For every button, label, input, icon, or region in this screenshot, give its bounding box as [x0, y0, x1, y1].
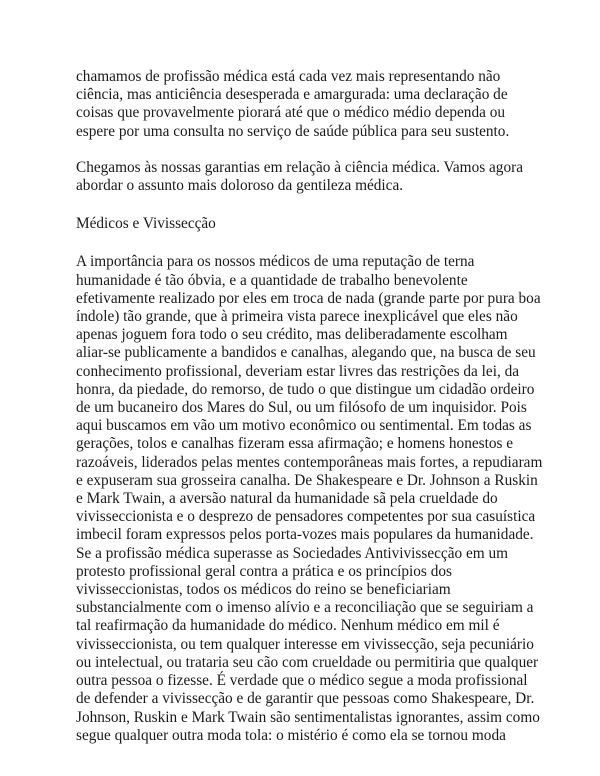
section-heading: [76, 215, 532, 233]
paragraph-2: [76, 159, 532, 195]
text-line: abordar o assunto mais doloroso da gentileza médica.: [76, 177, 404, 195]
paragraph-3: [76, 253, 543, 744]
text-line: aqui buscamos em vão um motivo econômico ou sentimental. Em todas as: [76, 417, 532, 435]
text-line: coisas que provavelmente piorará até que o médico médio dependa ou: [76, 104, 505, 122]
text-line: espere por uma consulta no serviço de saúde pública para seu sustento.: [76, 122, 510, 140]
text-line: Se a profissão médica superasse as Sociedades Antivivissecção em um: [76, 544, 509, 562]
text-line: protesto profissional geral contra a prática e os princípios dos: [76, 562, 452, 580]
text-line: de defender a vivissecção e de garantir que pessoas como Shakespeare, Dr.: [76, 690, 535, 708]
text-line: Johnson, Ruskin e Mark Twain são sentimentalistas ignorantes, assim como: [76, 708, 540, 726]
document-page: [76, 68, 543, 745]
text-line: e expuseram sua grosseira canalha. De Shakespeare e Dr. Johnson a Ruskin: [76, 471, 538, 489]
text-line: e Mark Twain, a aversão natural da humanidade sã pela crueldade do: [76, 490, 498, 508]
text-line: tal reafirmação da humanidade do médico. Nenhum médico em mil é: [76, 617, 500, 635]
text-line: vivisseccionista, ou tem qualquer interesse em vivissecção, seja pecuniário: [76, 635, 534, 653]
text-line: ciência, mas anticiência desesperada e amargurada: uma declaração de: [76, 86, 508, 104]
text-line: gerações, tolos e canalhas fizeram essa afirmação; e homens honestos e: [76, 435, 514, 453]
text-line: aliar-se publicamente a bandidos e canalhas, alegando que, na busca de seu: [76, 344, 536, 362]
text-line: ou intelectual, ou trataria seu cão com crueldade ou permitiria que qualquer: [76, 653, 539, 671]
text-line: outra pessoa o fizesse. É verdade que o médico segue a moda profissional: [76, 672, 528, 690]
text-line: razoáveis, liderados pelas mentes contemporâneas mais fortes, a repudiaram: [76, 453, 543, 471]
text-line: imbecil foram expressos pelos porta-vozes mais populares da humanidade.: [76, 526, 534, 544]
text-line: apenas joguem fora todo o seu crédito, mas deliberadamente escolham: [76, 326, 508, 344]
text-line: chamamos de profissão médica está cada vez mais representando não: [76, 68, 501, 85]
text-line: humanidade é tão óbvia, e a quantidade de trabalho benevolente: [76, 271, 468, 289]
text-line: A importância para os nossos médicos de uma reputação de terna: [76, 253, 475, 271]
text-line: conhecimento profissional, deveriam estar livres das restrições da lei, da: [76, 362, 520, 380]
text-line: índole) tão grande, que à primeira vista parece inexplicável que eles não: [76, 308, 518, 326]
text-line: segue qualquer outra moda tola: o mistério é como ela se tornou moda: [76, 726, 506, 744]
text-line: substancialmente com o imenso alívio e a reconciliação que se seguiriam a: [76, 599, 534, 617]
text-line: efetivamente realizado por eles em troca de nada (grande parte por pura boa: [76, 289, 541, 307]
text-line: vivisseccionistas, todos os médicos do reino se beneficiariam: [76, 581, 451, 599]
paragraph-1: [76, 68, 532, 141]
text-line: honra, da piedade, do remorso, de tudo o que distingue um cidadão ordeiro: [76, 380, 535, 398]
heading-text: Médicos e Vivissecção: [76, 215, 216, 233]
text-line: de um bucaneiro dos Mares do Sul, ou um filósofo de um inquisidor. Pois: [76, 399, 527, 417]
text-line: Chegamos às nossas garantias em relação à ciência médica. Vamos agora: [76, 158, 523, 176]
text-line: vivisseccionista e o desprezo de pensadores competentes por sua casuística: [76, 508, 536, 526]
